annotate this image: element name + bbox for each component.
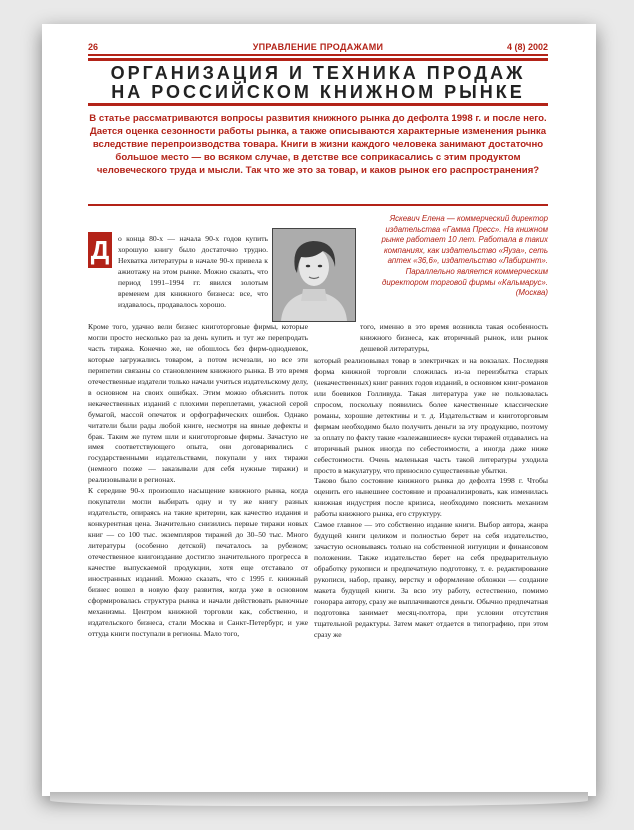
body-right-intro: того, именно в это время возникла такая особенность книжного бизнеса, как вторичный рынок, или рынок дешевой литературы, (360, 322, 548, 353)
body-right-column (314, 356, 548, 641)
lead-paragraph: В статье рассматриваются вопросы развития книжного рынка до дефолта 1998 г. и после него. Дается оценка сезонности работы рынка, а также описываются характерные изменения рынка вследствие перепроизводства товара. Книги в жизни каждого человека занимают достаточно большое место — во всяком случае, в детстве все соприкасались с этим продуктом человеческого труда и мысли. Так что же это за товар, и каков рынок его распространения? (89, 113, 547, 176)
drop-cap: Д (88, 232, 112, 268)
body-paragraph: Таково было состояние книжного рынка до дефолта 1998 г. Чтобы оценить его нынешнее состояние и проанализировать, как изменилась книжная индустрия после кризиса, необходимо пояснить механизм работы книжного рынка, его структуру. (314, 476, 548, 519)
issue-number: 4 (8) 2002 (506, 42, 548, 52)
running-header (88, 42, 548, 54)
page-shadow (50, 792, 588, 806)
body-paragraph: Кроме того, удачно вели бизнес книготорговые фирмы, которые могли просто несколько раз за день купить и тут же перепродать часть тиража. Конечно же, не обошлось без фирм-однодневок, которые загружались товаром, а потом исчезали, но все эти перипетии связаны со становлением книжного рынка. В это время отечественные издатели только начали учиться издательскому делу, в основном на своих ошибках. Этим можно объяснить поток некачественных изданий с плохими переплетами, ужасной серой бумагой, массой опечаток и орфографических ошибок. Однако читатели были рады любой книге, несмотря на явные дефекты и брак. Таким же путем шли и книготорговые фирмы. Зачастую не имея соответствующего опыта, они договаривались с государственными издательствами, покупали у них тиражи (немного позже — заказывали для себя нужные тиражи) и реализовывали в регионах. (88, 322, 308, 485)
body-paragraph: который реализовывал товар в электричках и на вокзалах. Последняя форма книжной торговли сложилась из-за переизбытка старых (некачественных) книг ранних годов изданий, в основном книг-романов или боевиков Голливуда. Такая литература уже не пользовалась спросом, поскольку появились более качественные классические романы, хорошие детективы и т. д. Издательствам и книготорговым фирмам необходимо было получить деньги за эту продукцию, поэтому за оплату по факту такие «залежавшиеся» куски тиражей отдавались на вторичный рынок иногда по себестоимости, а иногда даже ниже себестоимости. Очень маленькая часть такой литературы уходила просто в макулатуру, что приносило существенные убытки. (314, 356, 548, 475)
section-name: УПРАВЛЕНИЕ ПРОДАЖАМИ (252, 42, 384, 52)
author-bio: Яскевич Елена — коммерческий директор издательства «Гамма Пресс». На книжном рынке работает 10 лет. Работала в таких компаниях, как издательство «Яуза», сеть аптек «36,6», издательство «Лабиринт». Параллельно является коммерческим директором торговой фирмы «Кальмарус». (Москва) (381, 214, 548, 298)
body-left-intro: о конца 80-х — начала 90-х годов купить хорошую книгу было достаточно трудно. Нехватка литературы в начале 90-х привела к ажиотажу на этом рынке. Можно сказать, что период 1991–1994 гг. явился золотым временем для книжного бизнеса: все, что издавалось, продавалось хорошо. (118, 234, 268, 309)
body-paragraph: К середине 90-х произошло насыщение книжного рынка, когда покупатели могли выбирать одну и ту же книгу разных издательств, опираясь на такие критерии, как качество издания и конкурентная цена. Значительно снизились первые тиражи новых книг — со 100 тыс. экземпляров тиражей до 30–50 тыс. Много литературы (особенно детской) печаталось за рубежом; отечественное книгоиздание достигло значительного прогресса в качестве выпускаемой продукции, хотя еще отставало от иностранных изданий. Можно сказать, что с 1995 г. книжный бизнес вошел в новую фазу развития, когда уже в основном сформировалась структура рынка и начали действовать рыночные механизмы. Центром книжной торговли как, собственно, и издательского бизнеса, стали Москва и Санкт-Петербург, и уже оттуда книги поступали в регионы. Мало того, (88, 486, 308, 638)
page-number: 26 (88, 42, 99, 52)
title-block (88, 58, 548, 106)
article-title-line2: НА РОССИЙСКОМ КНИЖНОМ РЫНКЕ (111, 82, 525, 102)
body-left-column (88, 322, 308, 640)
article-title-line1: ОРГАНИЗАЦИЯ И ТЕХНИКА ПРОДАЖ (110, 63, 526, 83)
author-photo (272, 228, 356, 322)
magazine-page (42, 24, 596, 796)
lead-rule (88, 204, 548, 206)
body-paragraph: Самое главное — это собственно издание книги. Выбор автора, жанра будущей книги целиком и полностью берет на себя издательство, зачастую основываясь только на собственной интуиции и финансовом положении. Также издательство берет на себя предварительную обработку рукописи и предпечатную подготовку, т. е. редактирование рукописи, набор, правку, верстку и оформление обложки — создание макета будущей книги. За всю эту работу, естественно, помимо гонорара автору, сразу же выплачиваются деньги. Обычно предпечатная подготовка занимает месяц-полтора, при условии отсутствия тщательной редактуры. Затем макет отдается в типографию, при этом сразу же (314, 520, 548, 639)
header-rule (88, 54, 548, 56)
